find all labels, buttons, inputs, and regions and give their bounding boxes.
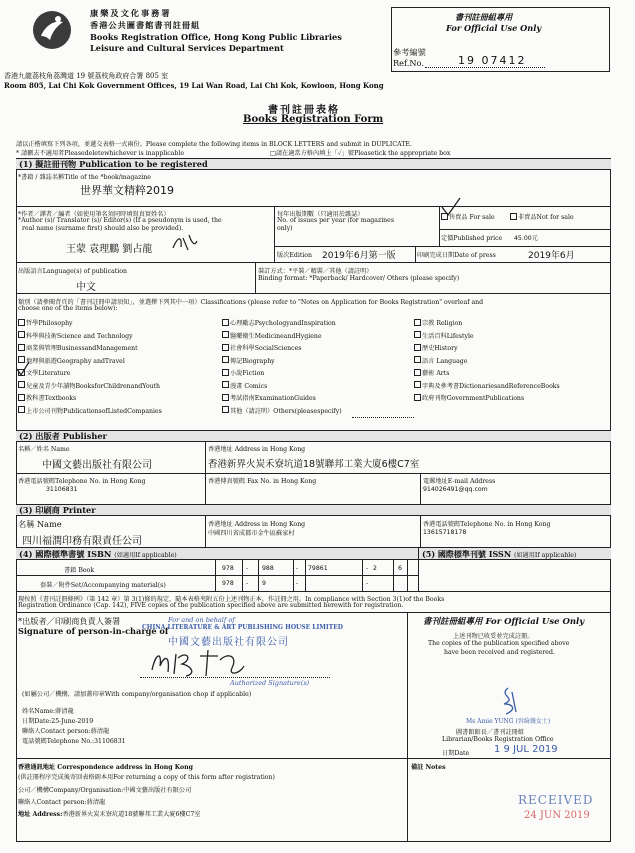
received-text-zh: 上述刊物已收妥並完成註冊。 <box>453 633 534 640</box>
issues-label-zh: 每年出版期數（只適用於雜誌） <box>277 211 364 218</box>
class-option[interactable]: 教科書Textbooks <box>18 393 162 406</box>
class-option[interactable]: 字典及參考書DictionariesandReferenceBooks <box>414 381 560 394</box>
chop-label: (如屬公司／機構，請加蓋印章With company/organisation chop if applicable) <box>22 691 252 698</box>
author-label-en2: real name (surname first) should also be provided). <box>22 225 184 232</box>
class-option[interactable]: 科學與技術Science and Technology <box>18 331 162 344</box>
class-option[interactable]: 其他（請註明）Others(pleasespecify) <box>222 406 342 419</box>
class-option[interactable]: 宗教 Religion <box>414 318 560 331</box>
issues-label-en1: No. of issues per year (for magazines <box>277 217 395 224</box>
publisher-name-value[interactable]: 中國文藝出版社有限公司 <box>42 460 152 471</box>
lcsd-logo <box>32 10 72 50</box>
ref-label-en: Ref.No. <box>393 58 424 68</box>
dept-name-en: Leisure and Cultural Services Department <box>90 43 284 53</box>
binding-label-en: Binding format: *Paperback/ Hardcover/ Others (please specify) <box>258 275 460 282</box>
class-option[interactable]: 小說Fiction <box>222 368 342 381</box>
registration-date-value: 1 9 JUL 2019 <box>494 744 558 755</box>
form-title-en: Books Registration Form <box>243 114 384 125</box>
isbn-set-prefix[interactable]: 978 <box>222 580 234 587</box>
class-option[interactable]: 政府刊物GovernmentPublications <box>414 393 560 406</box>
isbn-book-title[interactable]: 2 <box>373 565 377 572</box>
publisher-address-value[interactable]: 香港新界火炭禾寮坑道18號聯邦工業大廈6樓C7室 <box>208 459 420 470</box>
isbn-book-publisher[interactable]: 79861 <box>308 565 328 572</box>
received-stamp-word: RECEIVED <box>518 793 594 807</box>
signature-label-en: Signature of person-in-charge of <box>18 626 169 636</box>
address-zh: 香港九龍荔枝角荔灣道 19 號荔枝角政府合署 805 室 <box>4 72 169 80</box>
official-box-title-en: For Official Use Only <box>446 23 542 33</box>
dept-name-zh: 康樂及文化事務署 <box>90 8 172 18</box>
stamp-authorized: Authorized Signature(s) <box>230 679 310 687</box>
publisher-tel-value[interactable]: 31106831 <box>46 486 78 493</box>
author-value[interactable]: 王蒙 袁理鵬 劉占龍 <box>66 244 153 255</box>
correspondence-heading: 香港通訊地址 Correspondence address in Hong Kong <box>18 764 193 771</box>
price-label: 定價Published price <box>441 235 503 242</box>
isbn-separator: - <box>366 565 369 572</box>
classification-col3 <box>414 318 560 406</box>
classification-col1 <box>18 318 162 418</box>
publisher-email-value[interactable]: 914026491@qq.com <box>423 486 488 493</box>
received-text-en1: The copies of the publication specified above <box>428 640 570 647</box>
remarks-label: 備註 Notes <box>411 764 446 771</box>
office-name-zh: 香港公共圖書館書刊註冊組 <box>90 20 201 30</box>
signer-tel: 電話號碼Telephone No.:31106831 <box>22 738 126 745</box>
instruction-line2b: □請在適當方格內填上「✓」號Pleasetick the appropriate box <box>270 150 451 157</box>
not-for-sale-option[interactable]: 非賣品Not for sale <box>510 212 574 221</box>
stamp-for-behalf: For and on behalf of <box>168 616 235 624</box>
signer-contact: 聯絡人Contact person:蔣清龍 <box>22 728 110 735</box>
class-option[interactable]: 生活百科Lifestyle <box>414 331 560 344</box>
title-value[interactable]: 世界華文精粹2019 <box>80 184 174 197</box>
officer-name: Ms Amie YUNG (容綺薇女士) <box>466 718 551 725</box>
section1-heading: (1) 擬註冊刊物 Publication to be registered <box>16 158 611 170</box>
issues-label-en2: only) <box>277 225 293 232</box>
section4-heading: (4) 國際標準書號 ISBN (如適用If applicable) <box>16 547 611 560</box>
isbn-book-label: 書籍 Book <box>64 567 95 574</box>
class-option[interactable]: 漫畫 Comics <box>222 381 342 394</box>
signature-label-zh: *出版者／印刷商負責人簽署 <box>18 616 121 626</box>
class-option[interactable]: 地理與旅遊Geography andTravel <box>18 356 162 369</box>
isbn-separator: - <box>296 565 299 572</box>
isbn-separator: - <box>246 565 249 572</box>
printer-name-value[interactable]: 四川福潤印務有限責任公司 <box>22 536 142 547</box>
officer-title-en: Librarian/Books Registration Office <box>442 736 554 743</box>
officer-signature <box>494 686 522 716</box>
class-option[interactable]: 藝術 Arts <box>414 368 560 381</box>
instruction-line1: 請以正楷填寫下列各項，並遞交表格一式兩份。Please complete the following items in BLOCK LETTERS and submit in DUPLICATE. <box>16 141 412 148</box>
compliance-line2: Registration Ordinance (Cap. 142), FIVE copies of the publication specified above are submitted herewith for registration. <box>18 602 404 609</box>
class-option[interactable]: 兒童及青少年讀物BooksforChildrenandYouth <box>18 381 162 394</box>
received-stamp-date: 24 JUN 2019 <box>524 810 590 821</box>
press-date-label: 印刷完成日期Date of press <box>417 252 496 259</box>
isbn-book-check[interactable]: 6 <box>398 565 402 572</box>
class-option[interactable]: 醫藥衛生MedicineandHygiene <box>222 331 342 344</box>
handwritten-signature <box>148 646 248 678</box>
literature-checkmark-icon <box>16 361 30 377</box>
correspondence-company: 公司／機構Company/Organisation:中國文藝出版社有限公司 <box>18 787 192 794</box>
printer-address-label: 香港地址 Address in Hong Kong <box>208 521 306 528</box>
officer-title-zh: 圖書館館長／書刊註冊組 <box>456 729 525 736</box>
isbn-book-group[interactable]: 988 <box>262 565 274 572</box>
section5-heading: (5) 國際標準刊號 ISSN (如適用If applicable) <box>422 549 577 559</box>
printer-tel-label: 香港電話號碼Telephone No. in Hong Kong <box>423 521 551 528</box>
class-option[interactable]: 心理勵志PsychologyandInspiration <box>222 318 342 331</box>
classification-intro1: 類別（請參閱背頁的「書刊註冊申請須知」，並選擇下列其中一項）Classifications (please refer to "Notes on Application for Books Registration" overleaf and <box>18 299 484 306</box>
registration-date-label: 日期Date <box>442 750 470 757</box>
ref-number: 19 07412 <box>458 54 527 67</box>
author-label-zh: *作者／譯者／編者（如使用筆名須同時填寫真實姓名） <box>18 211 170 218</box>
isbn-set-group[interactable]: 9 <box>262 580 266 587</box>
ref-label-zh: 參考編號 <box>393 47 426 57</box>
checkmark-icon <box>440 196 462 218</box>
instruction-line2a: * 請刪去不適用者Pleasedeletewhichever is inapplicable <box>16 150 184 157</box>
form-title-zh: 書刊註冊表格 <box>268 105 340 116</box>
section2-heading: (2) 出版者 Publisher <box>16 430 611 442</box>
publisher-fax-label: 香港傳真號碼 Fax No. in Hong Kong <box>208 478 317 485</box>
title-label: *書籍 / 雜誌名稱Title of the *book/magazine <box>18 174 151 181</box>
classification-intro2: choose one of the items below): <box>18 305 118 312</box>
price-value[interactable]: 45.00元 <box>514 235 538 242</box>
class-option[interactable]: 語言 Language <box>414 356 560 369</box>
edition-label: 版次Edition <box>277 252 313 259</box>
section3-heading: (3) 印刷商 Printer <box>16 504 611 516</box>
class-option[interactable]: 商業與管理BusinessandManagement <box>18 343 162 356</box>
class-option[interactable]: 哲學Philosophy <box>18 318 162 331</box>
correspondence-contact: 聯絡人Contact person:蔣清龍 <box>18 799 106 806</box>
class-option[interactable]: 上市公司刊物PublicationsofListedCompanies <box>18 406 162 419</box>
not-for-sale-checkbox[interactable] <box>510 213 517 220</box>
publisher-email-label: 電郵地址E-mail Address <box>423 478 496 485</box>
correspondence-address: 地址 Address:香港新界火炭禾寮坑道18號聯邦工業大廈6樓C7室 <box>18 811 201 818</box>
compliance-line1: 現按照《書刊註冊條例》（第 142 章）第 3(1)條的規定，隨本表格夾附五份上述刊物正本，作註冊之用。In compliance with Section 3(1)of the Books <box>18 596 445 603</box>
author-label-en1: *Author (s)/ Translator (s)/ Editor(s) (If a pseudonym is used, the <box>18 217 222 224</box>
isbn-separator: - <box>366 580 369 587</box>
publisher-name-label: 名稱／姓名 Name <box>18 446 70 453</box>
printer-address-value[interactable]: 中國四川省成都市金牛區蘇家村 <box>208 530 295 537</box>
isbn-separator: - <box>296 580 299 587</box>
for-sale-option[interactable]: 售賣品 For sale <box>441 212 495 221</box>
class-option[interactable]: 歷史History <box>414 343 560 356</box>
official-box-title-zh: 書刊註冊組專用 <box>455 12 513 22</box>
class-option[interactable]: 傳記Biography <box>222 356 342 369</box>
edition-value[interactable]: 2019年6月第一版 <box>322 251 396 261</box>
binding-label-zh: 裝訂方式：*平裝／精裝／其他（請註明） <box>258 268 373 275</box>
printer-tel-value[interactable]: 13615718178 <box>423 529 467 536</box>
address-en: Room 805, Lai Chi Kok Government Offices, 19 Lai Wan Road, Lai Chi Kok, Kowloon, Hong Kong <box>4 81 384 90</box>
printer-name-label: 名稱 Name <box>18 519 62 529</box>
received-text-en2: have been received and registered. <box>444 649 555 656</box>
classification-col2 <box>222 318 342 418</box>
class-option-literature[interactable]: 文學Literature <box>18 368 162 381</box>
publisher-tel-label: 香港電話號碼Telephone No. in Hong Kong <box>18 478 146 485</box>
correspondence-note: (供註冊程序完成後寄回表格副本用For returning a copy of this form after registration) <box>18 774 275 781</box>
stamp-company-zh: 中國文藝出版社有限公司 <box>168 637 289 648</box>
publisher-address-label: 香港地址 Address in Hong Kong <box>208 446 306 453</box>
official-use-title: 書刊註冊組專用 For Official Use Only <box>423 617 585 627</box>
office-name-en: Books Registration Office, Hong Kong Public Libraries <box>90 32 342 42</box>
class-option[interactable]: 考試指南ExaminationGuides <box>222 393 342 406</box>
language-value[interactable]: 中文 <box>76 282 96 293</box>
signer-name: 姓名Name:蔣清龍 <box>22 708 74 715</box>
signer-date: 日期Date:25-June-2019 <box>22 718 94 725</box>
language-label: 出版語言Language(s) of publication <box>18 268 127 275</box>
isbn-set-label: 套裝／附件Set/Accompanying material(s) <box>40 582 166 589</box>
author-signature <box>170 232 200 254</box>
press-date-value[interactable]: 2019年6月 <box>528 251 575 261</box>
stamp-company-en: CHINA LITERATURE & ART PUBLISHING HOUSE LIMITED <box>142 624 343 631</box>
isbn-book-prefix[interactable]: 978 <box>222 565 234 572</box>
isbn-separator: - <box>246 580 249 587</box>
class-option[interactable]: 社會科學SocialSciences <box>222 343 342 356</box>
